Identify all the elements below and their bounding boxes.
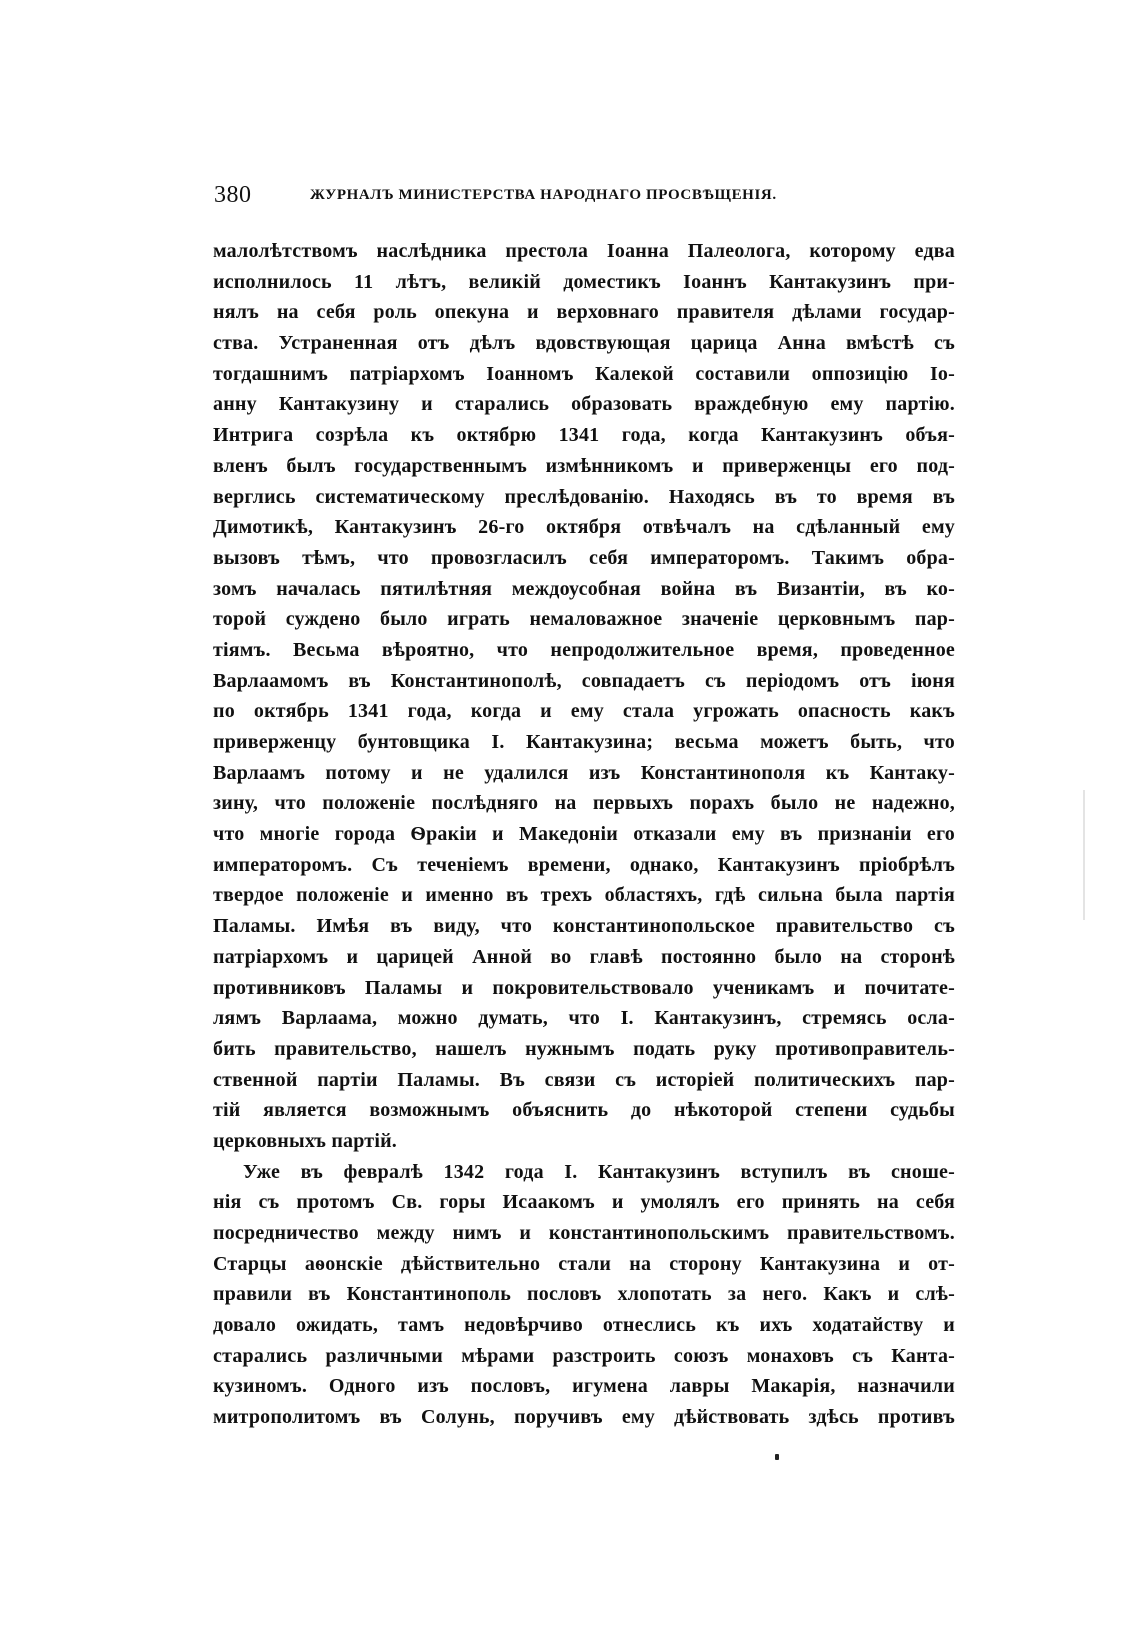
text-line: посредничество между нимъ и константинопольскимъ правительствомъ. — [213, 1222, 955, 1244]
text-line: Варлаамъ потому и не удалился изъ Константинополя къ Кантаку- — [213, 761, 955, 784]
text-line: вызовъ тѣмъ, что провозгласилъ себя императоромъ. Такимъ обра- — [213, 546, 955, 569]
text-line: тогдашнимъ патріархомъ Іоанномъ Калекой составили оппозицію Іо- — [213, 362, 955, 385]
text-line: тій является возможнымъ объяснить до нѣкоторой степени судьбы — [213, 1099, 955, 1122]
text-line: торой суждено было играть немаловажное значеніе церковнымъ пар- — [213, 608, 955, 631]
text-line: довало ожидать, тамъ недовѣрчиво отнеслись къ ихъ ходатайству и — [213, 1314, 955, 1337]
paragraph-end-line: церковныхъ партій. — [213, 1129, 398, 1152]
body-text — [213, 236, 955, 1433]
text-line: вленъ былъ государственнымъ измѣнникомъ и приверженцы его под- — [213, 454, 955, 477]
text-line: старались различными мѣрами разстроить союзъ монаховъ съ Канта- — [213, 1344, 955, 1367]
text-line: Интрига созрѣла къ октябрю 1341 года, когда Кантакузинъ объя- — [213, 424, 955, 447]
text-line: нялъ на себя роль опекуна и верховнаго правителя дѣлами государ- — [213, 301, 955, 324]
paragraph-start-line: Уже въ февралѣ 1342 года І. Кантакузинъ вступилъ въ сноше- — [243, 1160, 955, 1183]
text-line: ства. Устраненная отъ дѣлъ вдовствующая царица Анна вмѣстѣ съ — [213, 332, 955, 355]
text-line: тіямъ. Весьма вѣроятно, что непродолжительное время, проведенное — [213, 638, 955, 661]
text-line: императоромъ. Съ теченіемъ времени, однако, Кантакузинъ пріобрѣлъ — [213, 853, 955, 876]
text-line: патріархомъ и царицей Анной во главѣ постоянно было на сторонѣ — [213, 945, 955, 968]
text-line: зомъ началась пятилѣтняя междоусобная война въ Византіи, въ ко- — [213, 577, 955, 600]
text-line: Димотикѣ, Кантакузинъ 26-го октября отвѣчалъ на сдѣланный ему — [213, 516, 955, 539]
text-line: приверженцу бунтовщика І. Кантакузина; весьма можетъ быть, что — [213, 731, 955, 753]
text-line: анну Кантакузину и старались образовать враждебную ему партію. — [213, 393, 955, 416]
text-line: твердое положеніе и именно въ трехъ областяхъ, гдѣ сильна была партія — [213, 884, 955, 907]
text-line: Старцы аѳонскіе дѣйствительно стали на сторону Кантакузина и от- — [213, 1252, 955, 1275]
text-line: правили въ Константинополь пословъ хлопотать за него. Какъ и слѣ- — [213, 1283, 955, 1306]
text-line: исполнилось 11 лѣтъ, великій доместикъ Іоаннъ Кантакузинъ при- — [213, 270, 955, 293]
text-line: малолѣтствомъ наслѣдника престола Іоанна Палеолога, которому едва — [213, 240, 955, 262]
text-line: митрополитомъ въ Солунь, поручивъ ему дѣйствовать здѣсь противъ — [213, 1406, 955, 1429]
text-line: бить правительство, нашелъ нужнымъ подать руку противоправитель- — [213, 1037, 955, 1060]
text-line: лямъ Варлаама, можно думать, что І. Кантакузинъ, стремясь осла- — [213, 1007, 955, 1030]
text-line: ственной партіи Паламы. Въ связи съ исторіей политическихъ пар- — [213, 1068, 955, 1091]
text-line: что многіе города Ѳракіи и Македоніи отказали ему въ признаніи его — [213, 823, 955, 846]
text-line: Варлаамомъ въ Константинополѣ, совпадаетъ съ періодомъ отъ іюня — [213, 669, 955, 692]
text-line: Паламы. Имѣя въ виду, что константинопольское правительство съ — [213, 915, 955, 938]
page-number: 380 — [214, 182, 252, 208]
running-head — [214, 180, 954, 210]
ink-speck — [775, 1454, 779, 1460]
text-line: кузиномъ. Одного изъ пословъ, игумена лавры Макарія, назначили — [213, 1375, 955, 1398]
text-line: зину, что положеніе послѣдняго на первыхъ порахъ было не надежно, — [213, 792, 955, 815]
text-line: нія съ протомъ Св. горы Исаакомъ и умолялъ его принять на себя — [213, 1191, 955, 1214]
text-line: по октябрь 1341 года, когда и ему стала угрожать опасность какъ — [213, 700, 955, 723]
journal-title: ЖУРНАЛЪ МИНИСТЕРСТВА НАРОДНАГО ПРОСВѢЩЕНІЯ. — [310, 187, 777, 203]
text-line: верглись систематическому преслѣдованію. Находясь въ то время въ — [213, 485, 955, 508]
scan-edge-mark — [1083, 790, 1085, 920]
text-line: противниковъ Паламы и покровительствовало ученикамъ и почитате- — [213, 976, 955, 999]
